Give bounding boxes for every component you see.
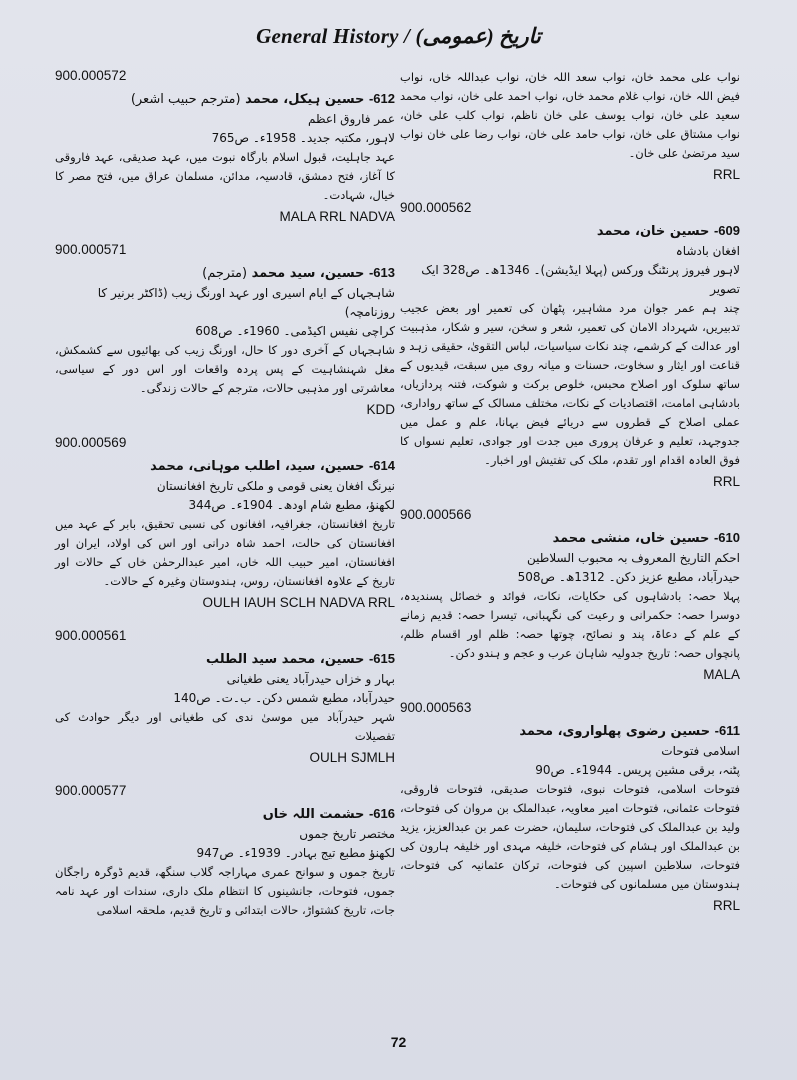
entry-heading: [55, 89, 395, 110]
author-role: (مترجم حبیب اشعر): [130, 92, 241, 107]
contents-summary: فتوحات اسلامی، فتوحات نبوی، فتوحات صدیقی، فتوحات فاروقی، فتوحات عثمانی، فتوحات امیر معاویہ، عبدالملک بن مروان کی فتوحات، ولید بن عبدالملک کی فتوحات، سلیمان، حضرت عمر بن عبدالعزیز، یزید بن عبدالملک اور ہشام کی فتوحات، خلیفہ مہدی اور خلیفہ ہارون کی فتوحات، سلاطین اسپین کی فتوحات، ترکان عثمانیہ کی فتوحات، ہندوستان میں مسلمانوں کی فتوحات۔: [400, 782, 740, 891]
author-name: حسین خان، محمد: [596, 224, 714, 239]
entry-gap: [55, 224, 395, 242]
publication-info: لاہور، مکتبہ جدید۔ 1958ء۔ ص765: [211, 131, 395, 145]
author-name: حسین، سید، اطلب موہانی، محمد: [150, 459, 369, 474]
library-codes: KDD: [366, 402, 395, 417]
entry-heading: [55, 456, 395, 477]
book-title: عمر فاروق اعظم: [308, 112, 395, 126]
library-codes: RRL: [712, 167, 740, 182]
entry-gap: [55, 417, 395, 435]
library-codes: RRL: [712, 898, 740, 913]
entry-heading: [55, 804, 395, 825]
entry-number: 611-: [714, 723, 740, 738]
entry-number: 609-: [713, 223, 740, 238]
author-name: حسین خاں، منشی محمد: [552, 531, 714, 546]
entry-number: 613-: [368, 265, 395, 280]
catalog-entry: [55, 783, 395, 920]
entry-gap: [55, 610, 395, 628]
contents-summary: عہد جاہلیت، قبول اسلام بارگاہ نبوت میں، عہد صدیقی، عہد فاروقی کا آغاز، فتح دمشق، قادسیہ، مدائن، مسلمان عراق میں، فتح مصر کا خیال، شہادت۔: [55, 150, 395, 202]
author-name: حسین رضوی پھلواروی، محمد: [519, 724, 715, 739]
accession-number: 900.000562: [400, 200, 472, 215]
entry-number: 614-: [368, 458, 395, 473]
entry-number: 615-: [368, 651, 395, 666]
catalog-entry: [400, 68, 740, 182]
publication-info: لاہور فیروز پرنٹنگ ورکس (پہلا ایڈیشن)۔ 1346ھ۔ ص328 ایک تصویر: [421, 263, 740, 296]
publication-info: لکھنؤ مطبع تیج بہادر۔ 1939ء۔ ص947: [196, 846, 395, 860]
catalog-entry: [55, 628, 395, 765]
book-title: افغان بادشاہ: [675, 244, 740, 258]
entry-number: 616-: [368, 806, 395, 821]
contents-summary: تاریخ جموں و سوانح عمری مہاراجہ گلاب سنگھ، قدیم ڈوگرہ راجگان جموں، فتوحات، جانشینوں کا انتظام ملک داری، سندات اور عہد نامہ جات، تاریخ کشتواڑ، حالات ابتدائی و تاریخ قدیم، ملحقہ اسلامی: [55, 865, 395, 917]
entry-heading: [55, 263, 395, 284]
author-name: حسین، سید محمد: [247, 266, 369, 281]
accession-number: 900.000577: [55, 783, 127, 798]
publication-info: پٹنہ، برقی مشین پریس۔ 1944ء۔ ص90: [535, 763, 740, 777]
author-name: حسین ہیکل، محمد: [240, 92, 369, 107]
library-codes: RRL: [712, 474, 740, 489]
entry-heading: [55, 649, 395, 670]
author-name: حشمت اللہ خاں: [262, 807, 369, 822]
book-title: نیرنگ افغان یعنی قومی و ملکی تاریخ افغانستان: [156, 479, 395, 493]
left-column: [55, 68, 395, 920]
right-column: [400, 68, 740, 913]
catalog-entry: [55, 68, 395, 224]
catalog-entry: [400, 700, 740, 913]
library-codes: MALA: [703, 667, 740, 682]
accession-number: 900.000571: [55, 242, 127, 257]
entry-number: 610-: [713, 530, 740, 545]
entry-number: 612-: [368, 91, 395, 106]
publication-info: حیدرآباد، مطبع شمس دکن۔ ب۔ت۔ ص140: [173, 691, 395, 705]
book-title: اسلامی فتوحات: [661, 744, 740, 758]
catalog-entry: [400, 200, 740, 489]
contents-summary: نواب علی محمد خان، نواب سعد اللہ خان، نواب عبداللہ خاں، نواب فیض اللہ خان، نواب غلام محمد خاں، نواب احمد علی خان، نواب محمد سعید علی خان، نواب یوسف علی خان ناظم، نواب کلب علی خان، نواب مشتاق علی خان، نواب حامد علی خان، نواب رضا علی خان نواب سید مرتضیٰ علی خان۔: [400, 70, 740, 160]
accession-number: 900.000563: [400, 700, 472, 715]
catalog-entry: [55, 435, 395, 610]
accession-number: 900.000561: [55, 628, 127, 643]
publication-info: لکھنؤ، مطبع شام اودھ۔ 1904ء۔ ص344: [188, 498, 395, 512]
contents-summary: تاریخ افغانستان، جغرافیہ، افغانوں کی نسبی تحقیق، بابر کے عہد میں افغانستان کی حالت، احمد شاہ درانی اور اس کی اولاد، ایران اور افغانستان، امیر حبیب اللہ خاں، امیر عبدالرحمٰن خاں کے حالات اور تاریخ کے علاوہ افغانستان، روس، ہندوستان وغیرہ کے حالات۔: [55, 517, 395, 588]
contents-summary: پہلا حصہ: بادشاہوں کی حکایات، نکات، فوائد و خصائل پسندیدہ، دوسرا حصہ: حکمرانی و رعیت کی نگہبانی، تیسرا حصہ: قدیم زمانے کے علم کے دعاۃ، پند و نصائح، چوتھا حصہ: ظلم اور اقسام ظلم، پانچواں حصہ: تاریخ جدولیہ شاہان عرب و عجم و ہندو دکن۔: [400, 589, 740, 660]
entry-heading: [400, 221, 740, 242]
library-codes: OULH SJMLH: [309, 750, 395, 765]
library-codes: MALA RRL NADVA: [279, 209, 395, 224]
entry-heading: [400, 528, 740, 549]
entry-gap: [55, 765, 395, 783]
book-title: مختصر تاریخ جموں: [299, 827, 395, 841]
page-number: 72: [390, 1034, 407, 1050]
library-codes: OULH IAUH SCLH NADVA RRL: [202, 595, 395, 610]
entry-gap: [400, 182, 740, 200]
contents-summary: شہر حیدرآباد میں موسیٰ ندی کی طغیانی اور دیگر حوادث کی تفصیلات: [55, 710, 395, 743]
entry-gap: [400, 682, 740, 700]
contents-summary: چند ہم عمر جوان مرد مشاہیر، پٹھان کی تعمیر اور بعض عجیب تدبیریں، شہرداد الامان کی تعمیر، شعر و سخن، سیر و شکار، مذہبیت اور عدالت کے کرشمے، چند نکات سیاسیات، لباس التقویٰ، حقیقی زہد و قناعت اور ایثار و سخاوت، حسنات و میانہ روی میں سبقت، قیدیوں کے ساتھ سلوک اور اصلاح محبس، خلوص برکت و شوکت، فتنہ پردازیاں، بادشاہی امامت، اقتصادیات کے نکات، مختلف مسالک کے ساتھ رواداری، عملی اصلاح کے قطروں سے دریائے فیض بہانا، علم و عمل میں جدوجہد، تعلیم و عرفان پروری میں جدت اور جوادی، تعلیم نسواں کا فوق العادہ اقدام اور تقدم، ملک کی تفتیش اور اخبار۔: [400, 301, 740, 467]
publication-info: کراچی نفیس اکیڈمی۔ 1960ء۔ ص608: [195, 324, 395, 338]
author-role: (مترجم): [202, 266, 248, 281]
entry-gap: [400, 489, 740, 507]
entry-heading: [400, 721, 740, 742]
accession-number: 900.000566: [400, 507, 472, 522]
author-name: حسین، محمد سید الطلب: [205, 652, 369, 667]
book-title: بہار و خزاں حیدرآباد یعنی طغیانی: [226, 672, 395, 686]
contents-summary: شاہجہاں کے آخری دور کا حال، اورنگ زیب کی بھائیوں سے کشمکش، مغل شہنشاہیت کے پس پردہ واقعات اور اس دور کے سیاسی، معاشرتی اور مذہبی حالات، مترجم کے حالات زندگی۔: [55, 343, 395, 395]
book-title: شاہجہاں کے ایام اسیری اور عہد اورنگ زیب (ڈاکٹر برنیر کا روزنامچہ): [97, 286, 395, 319]
catalog-entry: [400, 507, 740, 682]
accession-number: 900.000569: [55, 435, 127, 450]
accession-number: 900.000572: [55, 68, 127, 83]
book-title: احکم التاریخ المعروف بہ محبوب السلاطین: [527, 551, 740, 565]
catalog-entry: [55, 242, 395, 417]
publication-info: حیدرآباد، مطبع عزیز دکن۔ 1312ھ۔ ص508: [517, 570, 740, 584]
page-header: General History / تاریخ (عمومی): [256, 24, 541, 48]
